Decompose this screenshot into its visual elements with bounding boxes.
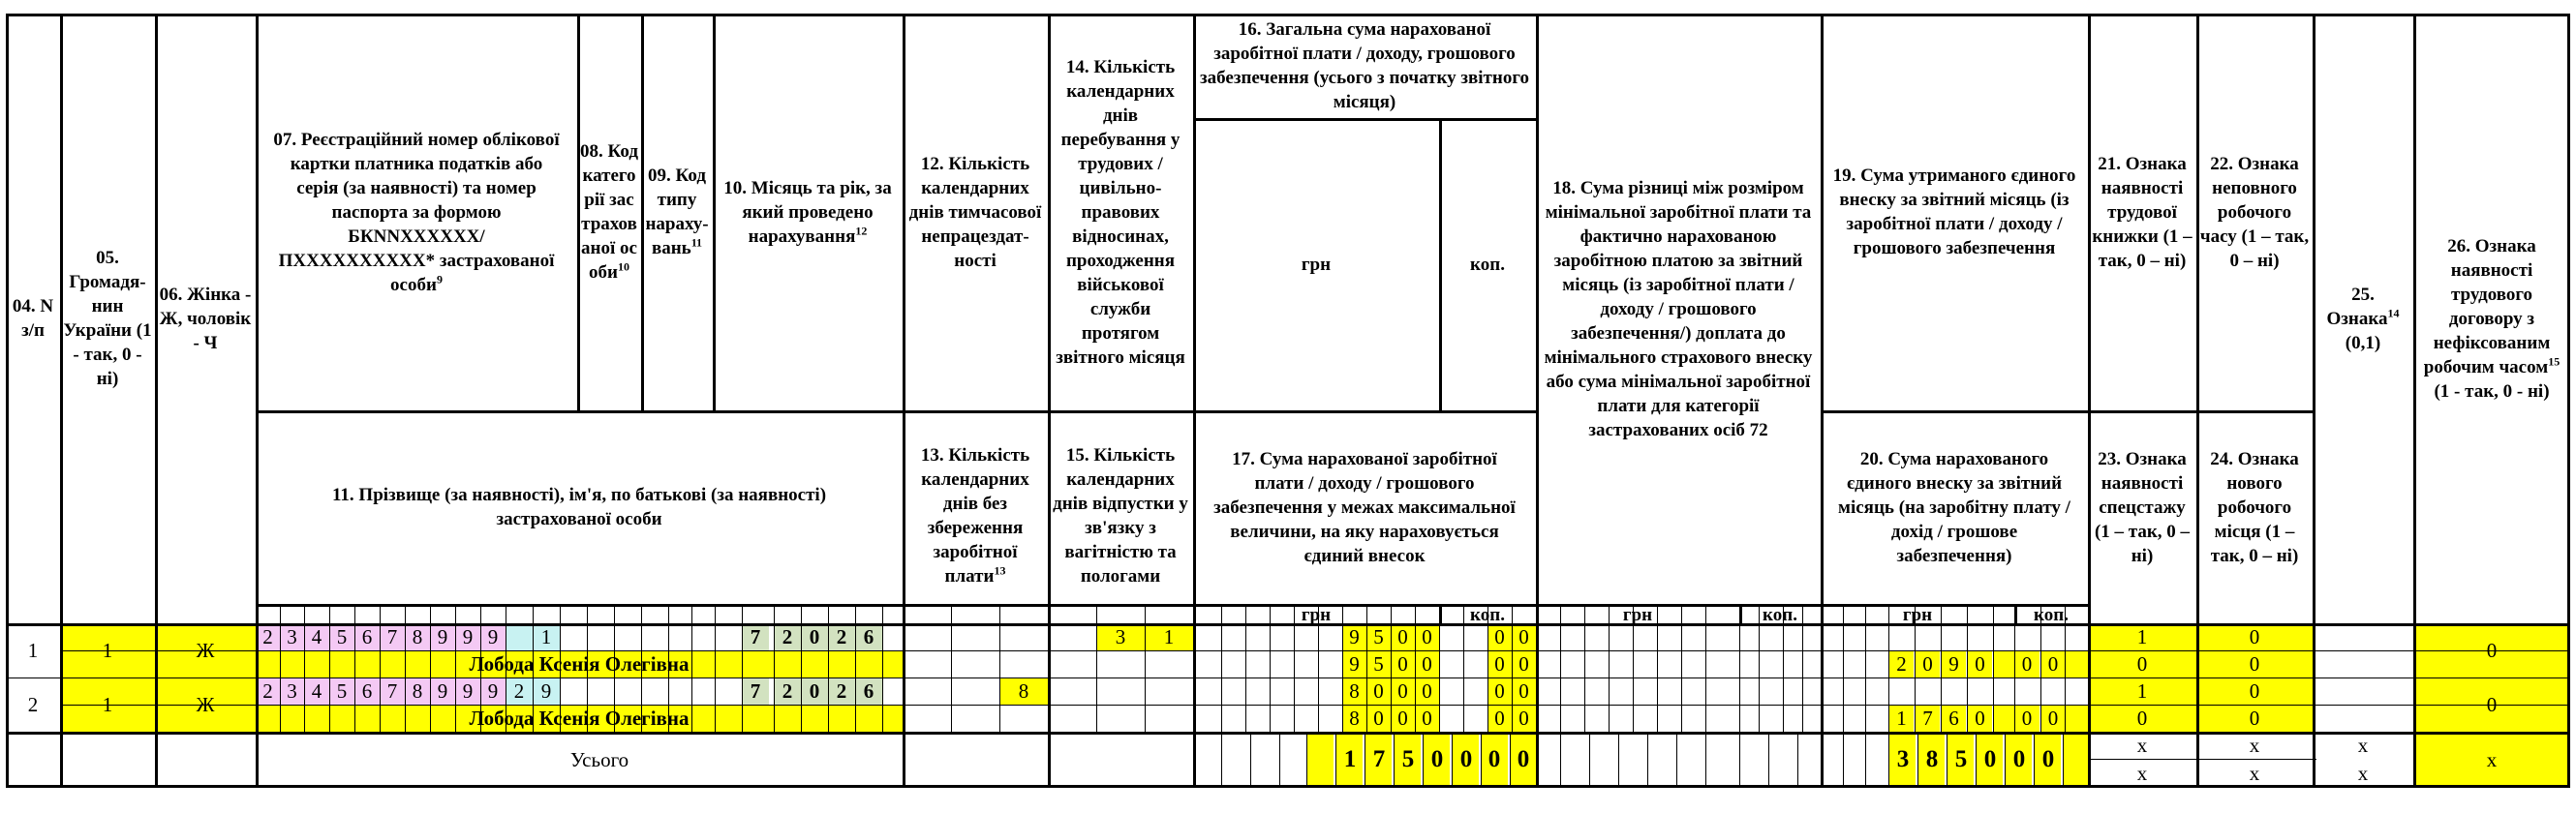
- total-20-digit: 5: [1954, 746, 1968, 772]
- grid-line: [6, 732, 2570, 735]
- amount-20-digit: 0: [1922, 651, 1933, 676]
- total-x-mark: x: [2357, 761, 2369, 785]
- grid-line: [1335, 732, 1336, 788]
- amount-17-kop: 0: [1494, 651, 1505, 676]
- total-16-digit: 5: [1401, 746, 1415, 772]
- value-15: [1145, 678, 1193, 705]
- total-16-kop: 0: [1487, 746, 1501, 772]
- grid-line: [1193, 14, 1196, 788]
- subheader-18-kop: коп.: [1763, 605, 1797, 625]
- amount-20-kop: 0: [2021, 706, 2033, 730]
- grid-line: [2040, 604, 2041, 732]
- amount-16-digit: 0: [1422, 678, 1432, 703]
- total-20-kop: 0: [2041, 746, 2055, 772]
- subheader-17-grn: грн: [1301, 605, 1332, 625]
- header-24: 24. Ознака нового робочого місця (1 – так, 0 – ні): [2210, 448, 2299, 566]
- grid-line: [6, 14, 9, 788]
- grid-line: [1250, 732, 1251, 788]
- amount-17-digit: 5: [1373, 651, 1384, 676]
- grid-line: [2063, 732, 2064, 788]
- grid-line: [380, 604, 381, 732]
- grid-line: [1245, 604, 1246, 732]
- amount-16-kop: 0: [1494, 624, 1505, 648]
- grid-line: [2413, 14, 2416, 788]
- amount-16-digit: 0: [1373, 678, 1384, 703]
- grid-line: [1270, 604, 1271, 732]
- code-char: [506, 623, 533, 650]
- grid-line: [1487, 604, 1488, 732]
- grid-line: [1618, 732, 1619, 788]
- amount-20-digit: 0: [1975, 651, 1985, 676]
- amount-16-digit: 0: [1397, 678, 1408, 703]
- grid-line: [1584, 604, 1585, 732]
- header-06: 06. Жінка - Ж, чоловік - Ч: [159, 284, 252, 353]
- subheader-17-kop: коп.: [1470, 605, 1505, 625]
- amount-17-digit: 0: [1373, 706, 1384, 730]
- grid-line: [1294, 604, 1295, 732]
- header-16-kop: коп.: [1470, 254, 1505, 275]
- value-26: 0: [2486, 638, 2498, 662]
- header-25: 25. Ознака$^{14}$ (0,1): [2326, 284, 2400, 353]
- grid-line: [1888, 732, 1889, 788]
- amount-16-digit: 5: [1373, 624, 1384, 648]
- grid-line: [1366, 604, 1367, 732]
- grid-line: [455, 604, 456, 732]
- grid-line: [999, 604, 1000, 732]
- grid-line: [6, 785, 2570, 788]
- grid-line: [430, 604, 431, 732]
- subheader-20-kop: коп.: [2034, 605, 2069, 625]
- total-x-mark: x: [2136, 761, 2148, 785]
- value-13: [999, 650, 1048, 678]
- code-char: 2: [262, 678, 273, 703]
- amount-17-digit: 9: [1349, 651, 1360, 676]
- code-char: 8: [412, 678, 423, 703]
- grid-line: [882, 604, 883, 732]
- grid-line: [2567, 14, 2570, 788]
- grid-line: [1941, 604, 1942, 732]
- grid-line: [1048, 14, 1051, 788]
- header-09: 09. Код типу нараху-вань$^{11}$: [645, 166, 709, 258]
- grid-line: [855, 604, 856, 732]
- amount-17-digit: 0: [1397, 651, 1408, 676]
- code-char: 8: [412, 624, 423, 648]
- grid-line: [329, 604, 330, 732]
- value-24: 0: [2249, 651, 2260, 676]
- total-16-kop: 0: [1517, 746, 1530, 772]
- period-char: 2: [782, 624, 793, 648]
- grid-line: [2313, 14, 2315, 788]
- subheader-18-grn: грн: [1622, 605, 1653, 625]
- total-20-digit: 8: [1925, 746, 1939, 772]
- grid-line: [2088, 759, 2316, 760]
- subheader-20-grn: грн: [1902, 605, 1933, 625]
- grid-line: [1510, 732, 1511, 788]
- grid-line: [2088, 410, 2313, 413]
- grid-line: [1705, 732, 1706, 788]
- header-22: 22. Ознака неповного робочого часу (1 – так, 0 – ні): [2199, 153, 2310, 271]
- grid-line: [533, 604, 534, 732]
- amount-16-digit: 0: [1422, 624, 1432, 648]
- grid-line: [1221, 732, 1222, 788]
- grid-line: [2005, 732, 2006, 788]
- total-20-digit: 3: [1896, 746, 1910, 772]
- value-21: 1: [2136, 624, 2148, 648]
- grid-line: [1439, 118, 1442, 410]
- amount-17-digit: 8: [1349, 706, 1360, 730]
- total-20-digit: 0: [1983, 746, 1997, 772]
- grid-line: [1657, 604, 1658, 732]
- grid-line: [1391, 604, 1392, 732]
- grid-line: [1439, 604, 1442, 623]
- grid-line: [2034, 732, 2035, 788]
- total-x-mark: x: [2249, 761, 2260, 785]
- grid-line: [60, 650, 2570, 651]
- grid-line: [2014, 604, 2017, 623]
- sex-value: Ж: [196, 638, 215, 662]
- grid-line: [903, 410, 1193, 413]
- grid-line: [641, 14, 644, 410]
- grid-line: [1481, 732, 1482, 788]
- code-char: 1: [540, 624, 552, 648]
- grid-line: [1739, 604, 1742, 623]
- amount-20-digit: 0: [1975, 706, 1985, 730]
- total-x-mark: x: [2486, 747, 2498, 771]
- grid-line: [256, 604, 2088, 607]
- code-char: 9: [540, 678, 552, 703]
- grid-line: [1739, 732, 1740, 788]
- amount-16-kop: 0: [1518, 624, 1529, 648]
- value-23: 0: [2136, 651, 2148, 676]
- period-char: 7: [750, 678, 761, 703]
- code-char: 4: [311, 624, 322, 648]
- grid-line: [354, 604, 355, 732]
- amount-20-digit: 1: [1896, 706, 1907, 730]
- value-21: 1: [2136, 678, 2148, 703]
- grid-line: [1452, 732, 1453, 788]
- code-char: 9: [462, 678, 474, 703]
- value-26: 0: [2486, 692, 2498, 716]
- grid-line: [1802, 604, 1803, 732]
- header-18: 18. Сума різниці між розміром мінімальної заробітної плати та фактично нарахованою заробітною платою за звітний місяць (із заробітної плати / доходу / грошового забезпечення/) доплата до мінімального страхового внеску або сума мінімальної заробітної плати для категорії застрахованих осіб 72: [1544, 177, 1813, 440]
- grid-line: [2065, 604, 2066, 732]
- total-cell-fill: [1306, 732, 1334, 788]
- grid-line: [1589, 732, 1590, 788]
- total-x-mark: x: [2249, 733, 2260, 757]
- grid-line: [1193, 732, 1194, 788]
- header-16-grn: грн: [1301, 254, 1332, 275]
- grid-line: [1976, 732, 1977, 788]
- amount-20-kop: 0: [2021, 651, 2033, 676]
- grid-line: [1821, 14, 1824, 788]
- value-22: 0: [2249, 678, 2260, 703]
- header-12: 12. Кількість календарних днів тимчасової непрацездат-ності: [908, 153, 1042, 271]
- amount-17-kop: 0: [1494, 706, 1505, 730]
- grid-line: [1193, 118, 1536, 121]
- amount-16-kop: 0: [1494, 678, 1505, 703]
- grid-line: [60, 14, 63, 788]
- value-14: 3: [1115, 624, 1126, 648]
- grid-line: [1647, 732, 1648, 788]
- total-16-digit: 0: [1430, 746, 1444, 772]
- total-cell-fill: [2063, 732, 2090, 788]
- grid-line: [304, 604, 305, 732]
- amount-17-digit: 0: [1397, 706, 1408, 730]
- amount-20-digit: 2: [1896, 651, 1907, 676]
- period-char: 6: [863, 678, 874, 703]
- grid-line: [1193, 410, 1536, 413]
- period-char: 6: [863, 624, 874, 648]
- code-char: 2: [262, 624, 273, 648]
- amount-17-kop: 0: [1518, 706, 1529, 730]
- grid-line: [774, 604, 775, 732]
- grid-line: [828, 604, 829, 732]
- person-name: Лобода Ксенія Олегівна: [469, 652, 690, 676]
- grid-line: [2088, 14, 2091, 788]
- grid-line: [1609, 604, 1610, 732]
- total-label: Усього: [569, 747, 629, 771]
- amount-cell-fill: [2065, 650, 2090, 678]
- code-char: 3: [287, 678, 297, 703]
- grid-line: [1318, 604, 1319, 732]
- row-number: 1: [27, 638, 39, 662]
- grid-line: [1915, 604, 1916, 732]
- code-char: 4: [311, 678, 322, 703]
- value-22: 0: [2249, 624, 2260, 648]
- grid-line: [742, 604, 743, 732]
- amount-16-digit: 8: [1349, 678, 1360, 703]
- grid-line: [1967, 604, 1968, 732]
- grid-line: [256, 410, 903, 413]
- code-char: 3: [287, 624, 297, 648]
- grid-line: [668, 604, 669, 732]
- header-11: 11. Прізвище (за наявності), ім'я, по батькові (за наявності) застрахованої особи: [331, 485, 827, 529]
- grid-line: [1463, 604, 1464, 732]
- amount-16-digit: 9: [1349, 624, 1360, 648]
- amount-16-digit: 0: [1397, 624, 1408, 648]
- grid-line: [1705, 604, 1706, 732]
- grid-line: [1759, 604, 1760, 732]
- value-13: [999, 705, 1048, 732]
- amount-16-kop: 0: [1518, 678, 1529, 703]
- grid-line: [1279, 732, 1280, 788]
- total-16-digit: 7: [1372, 746, 1386, 772]
- grid-line: [1145, 604, 1146, 732]
- grid-line: [1394, 732, 1395, 788]
- header-13: 13. Кількість календарних днів без збереження заробітної плати$^{13}$: [920, 445, 1030, 587]
- code-char: 6: [361, 624, 373, 648]
- amount-17-digit: 0: [1422, 651, 1432, 676]
- grid-line: [715, 604, 716, 732]
- grid-line: [280, 604, 281, 732]
- value-23: 0: [2136, 706, 2148, 730]
- grid-line: [641, 604, 642, 732]
- header-19: 19. Сума утриманого єдиного внеску за звітний місяць (із заробітної плати / доходу / грошового забезпечення: [1832, 166, 2076, 258]
- grid-line: [1306, 732, 1307, 788]
- value-12: 8: [1018, 678, 1029, 703]
- grid-line: [1560, 604, 1561, 732]
- amount-20-kop: 0: [2047, 651, 2059, 676]
- grid-line: [1993, 604, 1994, 732]
- code-char: 7: [386, 624, 398, 648]
- period-char: 0: [809, 678, 820, 703]
- grid-line: [1676, 732, 1677, 788]
- grid-line: [1512, 604, 1513, 732]
- value-19: [1821, 678, 2014, 705]
- value-12: [999, 623, 1048, 650]
- grid-line: [1843, 732, 1844, 788]
- header-23: 23. Ознака наявності спецстажу (1 – так, 0 – ні): [2094, 448, 2191, 566]
- value-14: [1096, 678, 1145, 705]
- header-16: 16. Загальна сума нарахованої заробітної плати / доходу, грошового забезпечення (усього з початку звітного місяця): [1200, 19, 1529, 112]
- grid-line: [1560, 732, 1561, 788]
- header-04: 04. N з/п: [12, 296, 54, 341]
- grid-line: [1423, 732, 1424, 788]
- period-char: 0: [809, 624, 820, 648]
- header-08: 08. Код категорії застрахованої особи$^{10}$: [580, 141, 638, 283]
- grid-line: [691, 604, 692, 732]
- grid-line: [1221, 604, 1222, 732]
- total-x-mark: x: [2136, 733, 2148, 757]
- grid-line: [1415, 604, 1416, 732]
- grid-line: [1342, 604, 1343, 732]
- grid-line: [614, 604, 615, 732]
- amount-20-digit: 7: [1922, 706, 1933, 730]
- amount-20-digit: 9: [1948, 651, 1959, 676]
- code-char: 9: [487, 678, 499, 703]
- grid-line: [1096, 604, 1097, 732]
- grid-line: [480, 604, 481, 732]
- grid-line: [1783, 604, 1784, 732]
- total-x-mark: x: [2357, 733, 2369, 757]
- value-15: 1: [1163, 624, 1175, 648]
- header-26: 26. Ознака наявності трудового договору з нефіксованим робочим часом$^{15}$ (1 - так, 0 - ні): [2423, 235, 2561, 402]
- code-char: 9: [487, 624, 499, 648]
- grid-line: [951, 604, 952, 732]
- header-07: 07. Реєстраційний номер облікової картки платника податків або серія (за наявності) та номер паспорта за формою БКNNXXXXXX/ПXXXXXXXXXX* застрахованої особи$^9$: [273, 129, 560, 295]
- grid-line: [903, 14, 905, 788]
- grid-line: [713, 14, 716, 410]
- code-char: 5: [336, 678, 348, 703]
- header-10: 10. Місяць та рік, за який проведено нарахування$^{12}$: [723, 177, 892, 247]
- citizen-value: 1: [102, 638, 113, 662]
- value-24: 0: [2249, 706, 2260, 730]
- amount-20-kop: 0: [2047, 706, 2059, 730]
- row-number: 2: [27, 692, 39, 716]
- sex-value: Ж: [196, 692, 215, 716]
- grid-line: [405, 604, 406, 732]
- grid-line: [1536, 14, 1539, 788]
- code-char: 7: [386, 678, 398, 703]
- code-char: 9: [462, 624, 474, 648]
- code-char: 6: [361, 678, 373, 703]
- code-char: 9: [437, 624, 448, 648]
- grid-line: [587, 604, 588, 732]
- person-name: Лобода Ксенія Олегівна: [469, 707, 690, 730]
- grid-line: [801, 604, 802, 732]
- amount-20-digit: 6: [1948, 706, 1959, 730]
- grid-line: [1797, 732, 1798, 788]
- header-20: 20. Сума нарахованого єдиного внеску за звітний місяць (на заробітну плату / дохід / грошове забезпечення): [1838, 448, 2070, 566]
- period-char: 2: [836, 624, 847, 648]
- total-20-kop: 0: [2012, 746, 2026, 772]
- amount-cell-fill: [2065, 705, 2090, 732]
- report-table: [6, 14, 2570, 788]
- grid-line: [560, 604, 561, 732]
- grid-line: [6, 14, 2570, 16]
- grid-line: [1865, 604, 1866, 732]
- code-char: 2: [513, 678, 525, 703]
- period-char: 2: [836, 678, 847, 703]
- grid-line: [6, 623, 2570, 626]
- period-char: 2: [782, 678, 793, 703]
- header-15: 15. Кількість календарних днів відпустки у зв'язку з вагітністю та пологами: [1053, 445, 1188, 587]
- grid-line: [1865, 732, 1866, 788]
- total-16-digit: 0: [1459, 746, 1473, 772]
- grid-line: [60, 705, 2570, 706]
- value-19: [1821, 623, 2014, 650]
- code-char: 9: [437, 678, 448, 703]
- grid-line: [1917, 732, 1918, 788]
- header-05: 05. Громадя-нин України (1 - так, 0 - ні): [63, 248, 152, 389]
- grid-line: [1633, 604, 1634, 732]
- amount-17-digit: 0: [1422, 706, 1432, 730]
- period-char: 7: [750, 624, 761, 648]
- amount-17-kop: 0: [1518, 651, 1529, 676]
- grid-line: [1821, 410, 2088, 413]
- grid-line: [1843, 604, 1844, 732]
- grid-line: [1681, 604, 1682, 732]
- grid-line: [155, 14, 158, 788]
- grid-line: [577, 14, 580, 410]
- code-char: 5: [336, 624, 348, 648]
- grid-line: [1768, 732, 1769, 788]
- grid-line: [1888, 604, 1889, 732]
- header-14: 14. Кількість календарних днів перебування у трудових / цивільно-правових відносинах, проходження військової служби протягом звітного місяця: [1056, 56, 1185, 368]
- header-21: 21. Ознака наявності трудової книжки (1 – так, 0 – ні): [2092, 153, 2193, 271]
- citizen-value: 1: [102, 692, 113, 716]
- header-17: 17. Сума нарахованої заробітної плати / доходу / грошового забезпечення у межах максимальної величини, на яку нараховується єдиний внесок: [1213, 448, 1516, 566]
- total-16-digit: 1: [1343, 746, 1357, 772]
- grid-line: [256, 14, 259, 788]
- grid-line: [2196, 14, 2199, 788]
